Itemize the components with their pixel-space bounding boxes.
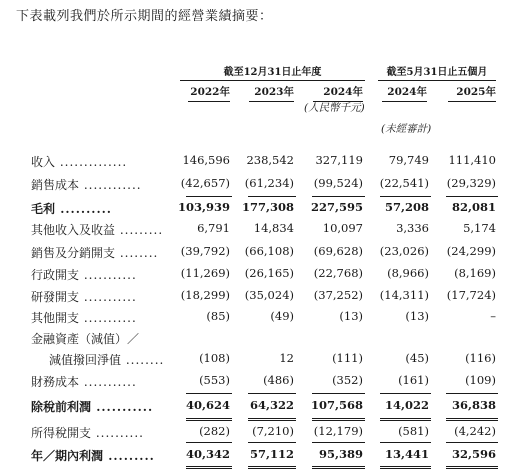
table-row bbox=[0, 221, 513, 241]
table-row bbox=[0, 398, 513, 418]
row-label-text: 研發開支 bbox=[31, 290, 80, 304]
row-label-text: 銷售及分銷開支 bbox=[31, 246, 116, 260]
table-row bbox=[0, 200, 513, 220]
cell-value: (45) bbox=[405, 351, 429, 365]
row-label-text: 除稅前利潤 bbox=[31, 400, 92, 414]
table-row bbox=[0, 351, 513, 371]
leader-dots: .......... bbox=[55, 202, 112, 216]
cell-value: (49) bbox=[270, 309, 294, 323]
cell-value: (109) bbox=[465, 373, 496, 387]
year-2024-period: 2024年 bbox=[382, 84, 427, 102]
cell-value: (486) bbox=[263, 373, 294, 387]
total-rule bbox=[312, 466, 365, 469]
cell-value: 12 bbox=[279, 351, 294, 365]
cell-value: (66,108) bbox=[244, 244, 294, 258]
cell-value: 82,081 bbox=[451, 200, 496, 214]
cell-value: 14,834 bbox=[253, 221, 294, 235]
cell-value: (108) bbox=[199, 351, 230, 365]
total-rule bbox=[312, 418, 365, 421]
subtotal-rule bbox=[186, 196, 232, 197]
row-label bbox=[31, 288, 137, 305]
total-rule bbox=[380, 466, 431, 469]
row-label-text: 其他收入及收益 bbox=[31, 223, 116, 237]
cell-value: 107,568 bbox=[310, 398, 363, 412]
cell-value: 13,441 bbox=[384, 447, 429, 461]
cell-value: 10,097 bbox=[322, 221, 363, 235]
cell-value: 3,336 bbox=[396, 221, 429, 235]
leader-dots: .............. bbox=[55, 155, 128, 169]
cell-value: 227,595 bbox=[310, 200, 363, 214]
leader-dots: ........... bbox=[79, 375, 137, 389]
row-label-text: 收入 bbox=[31, 155, 56, 169]
total-rule bbox=[380, 418, 431, 421]
table-row bbox=[0, 447, 513, 467]
total-rule bbox=[446, 466, 498, 469]
row-label-text: 行政開支 bbox=[31, 268, 80, 282]
row-label bbox=[31, 330, 139, 347]
cell-value: (69,628) bbox=[313, 244, 363, 258]
row-label bbox=[31, 244, 158, 261]
leader-dots: ........... bbox=[79, 268, 137, 282]
cell-value: (35,024) bbox=[244, 288, 294, 302]
row-label bbox=[31, 373, 137, 390]
row-label bbox=[31, 447, 155, 464]
cell-value: 36,838 bbox=[451, 398, 496, 412]
cell-value: (4,242) bbox=[454, 424, 496, 438]
cell-value: (116) bbox=[465, 351, 496, 365]
table-row bbox=[0, 373, 513, 393]
row-label-text: 金融資產（減值）／ bbox=[31, 332, 140, 346]
leader-dots: ........... bbox=[79, 290, 137, 304]
cell-value: (99,524) bbox=[313, 176, 363, 190]
cell-value: 40,624 bbox=[185, 398, 230, 412]
cell-value: 103,939 bbox=[177, 200, 230, 214]
cell-value: (11,269) bbox=[180, 266, 230, 280]
unit-label: (人民幣千元) bbox=[304, 102, 365, 114]
subtotal-rule bbox=[186, 442, 232, 443]
header-year-group: 截至12月31日止年度 bbox=[180, 63, 365, 81]
year-2024: 2024年 bbox=[313, 84, 363, 102]
cell-value: (8,169) bbox=[454, 266, 496, 280]
cell-value: (24,299) bbox=[446, 244, 496, 258]
cell-value: (8,966) bbox=[387, 266, 429, 280]
row-label bbox=[31, 398, 153, 415]
subtotal-rule bbox=[380, 393, 431, 394]
cell-value: – bbox=[490, 309, 496, 323]
subtotal-rule bbox=[380, 196, 431, 197]
cell-value: (39,792) bbox=[180, 244, 230, 258]
cell-value: 79,749 bbox=[388, 153, 429, 167]
row-label-text: 財務成本 bbox=[31, 375, 80, 389]
row-label-text: 毛利 bbox=[31, 202, 56, 216]
table-row bbox=[0, 330, 513, 350]
cell-value: 40,342 bbox=[185, 447, 230, 461]
cell-value: (282) bbox=[199, 424, 230, 438]
year-2023: 2023年 bbox=[249, 84, 294, 102]
total-rule bbox=[248, 466, 296, 469]
cell-value: 238,542 bbox=[246, 153, 294, 167]
subtotal-rule bbox=[312, 393, 365, 394]
cell-value: (37,252) bbox=[313, 288, 363, 302]
subtotal-rule bbox=[248, 196, 296, 197]
total-rule bbox=[446, 418, 498, 421]
cell-value: (7,210) bbox=[252, 424, 294, 438]
year-2022: 2022年 bbox=[188, 84, 230, 102]
cell-value: (22,541) bbox=[379, 176, 429, 190]
subtotal-rule bbox=[446, 393, 498, 394]
year-2025-period: 2025年 bbox=[448, 84, 496, 102]
row-label-text: 所得稅開支 bbox=[31, 426, 92, 440]
subtotal-rule bbox=[186, 393, 232, 394]
subtotal-rule bbox=[380, 442, 431, 443]
table-row bbox=[0, 309, 513, 329]
table-row bbox=[0, 424, 513, 444]
table-row bbox=[0, 244, 513, 264]
row-label bbox=[49, 351, 164, 368]
leader-dots: .......... bbox=[91, 426, 144, 440]
total-rule bbox=[186, 418, 232, 421]
table-row bbox=[0, 153, 513, 173]
total-rule bbox=[248, 418, 296, 421]
row-label-text: 銷售成本 bbox=[31, 178, 80, 192]
cell-value: (161) bbox=[398, 373, 429, 387]
unaudited-label: (未經審計) bbox=[381, 123, 432, 135]
cell-value: (61,234) bbox=[244, 176, 294, 190]
subtotal-rule bbox=[312, 442, 365, 443]
cell-value: 32,596 bbox=[451, 447, 496, 461]
cell-value: (13) bbox=[405, 309, 429, 323]
subtotal-rule bbox=[446, 196, 498, 197]
row-label bbox=[31, 221, 163, 238]
cell-value: (22,768) bbox=[313, 266, 363, 280]
cell-value: 111,410 bbox=[448, 153, 496, 167]
header-period-group: 截至5月31日止五個月 bbox=[378, 63, 496, 81]
cell-value: 57,112 bbox=[249, 447, 294, 461]
cell-value: (581) bbox=[398, 424, 429, 438]
intro-text: 下表載列我們於所示期間的經營業績摘要： bbox=[16, 9, 273, 24]
leader-dots: ........... bbox=[79, 311, 137, 325]
row-label bbox=[31, 200, 112, 217]
subtotal-rule bbox=[446, 442, 498, 443]
leader-dots: ............ bbox=[79, 178, 142, 192]
cell-value: 327,119 bbox=[315, 153, 363, 167]
row-label bbox=[31, 266, 137, 283]
leader-dots: ........ bbox=[115, 246, 159, 260]
row-label bbox=[31, 153, 127, 170]
table-row bbox=[0, 288, 513, 308]
cell-value: (111) bbox=[332, 351, 363, 365]
cell-value: 64,322 bbox=[249, 398, 294, 412]
leader-dots: ........... bbox=[91, 400, 154, 414]
subtotal-rule bbox=[248, 442, 296, 443]
row-label bbox=[31, 176, 142, 193]
cell-value: 57,208 bbox=[384, 200, 429, 214]
cell-value: (17,724) bbox=[446, 288, 496, 302]
table-row bbox=[0, 266, 513, 286]
cell-value: (553) bbox=[199, 373, 230, 387]
subtotal-rule bbox=[248, 393, 296, 394]
table-row bbox=[0, 176, 513, 196]
cell-value: (18,299) bbox=[180, 288, 230, 302]
row-label-text: 減值撥回淨值 bbox=[49, 353, 122, 367]
cell-value: 177,308 bbox=[241, 200, 294, 214]
cell-value: (13) bbox=[339, 309, 363, 323]
cell-value: (23,026) bbox=[379, 244, 429, 258]
row-label-text: 其他開支 bbox=[31, 311, 80, 325]
cell-value: 6,791 bbox=[197, 221, 230, 235]
leader-dots: ......... bbox=[115, 223, 164, 237]
cell-value: (85) bbox=[206, 309, 230, 323]
row-label bbox=[31, 309, 137, 326]
cell-value: 95,389 bbox=[318, 447, 363, 461]
cell-value: 14,022 bbox=[384, 398, 429, 412]
leader-dots: ........ bbox=[121, 353, 165, 367]
cell-value: (42,657) bbox=[180, 176, 230, 190]
row-label-text: 年／期內利潤 bbox=[31, 449, 104, 463]
cell-value: (26,165) bbox=[244, 266, 294, 280]
cell-value: (12,179) bbox=[313, 424, 363, 438]
total-rule bbox=[186, 466, 232, 469]
cell-value: 5,174 bbox=[463, 221, 496, 235]
row-label bbox=[31, 424, 144, 441]
cell-value: (352) bbox=[332, 373, 363, 387]
subtotal-rule bbox=[312, 196, 365, 197]
cell-value: (29,329) bbox=[446, 176, 496, 190]
cell-value: 146,596 bbox=[182, 153, 230, 167]
leader-dots: ......... bbox=[103, 449, 155, 463]
cell-value: (14,311) bbox=[379, 288, 429, 302]
